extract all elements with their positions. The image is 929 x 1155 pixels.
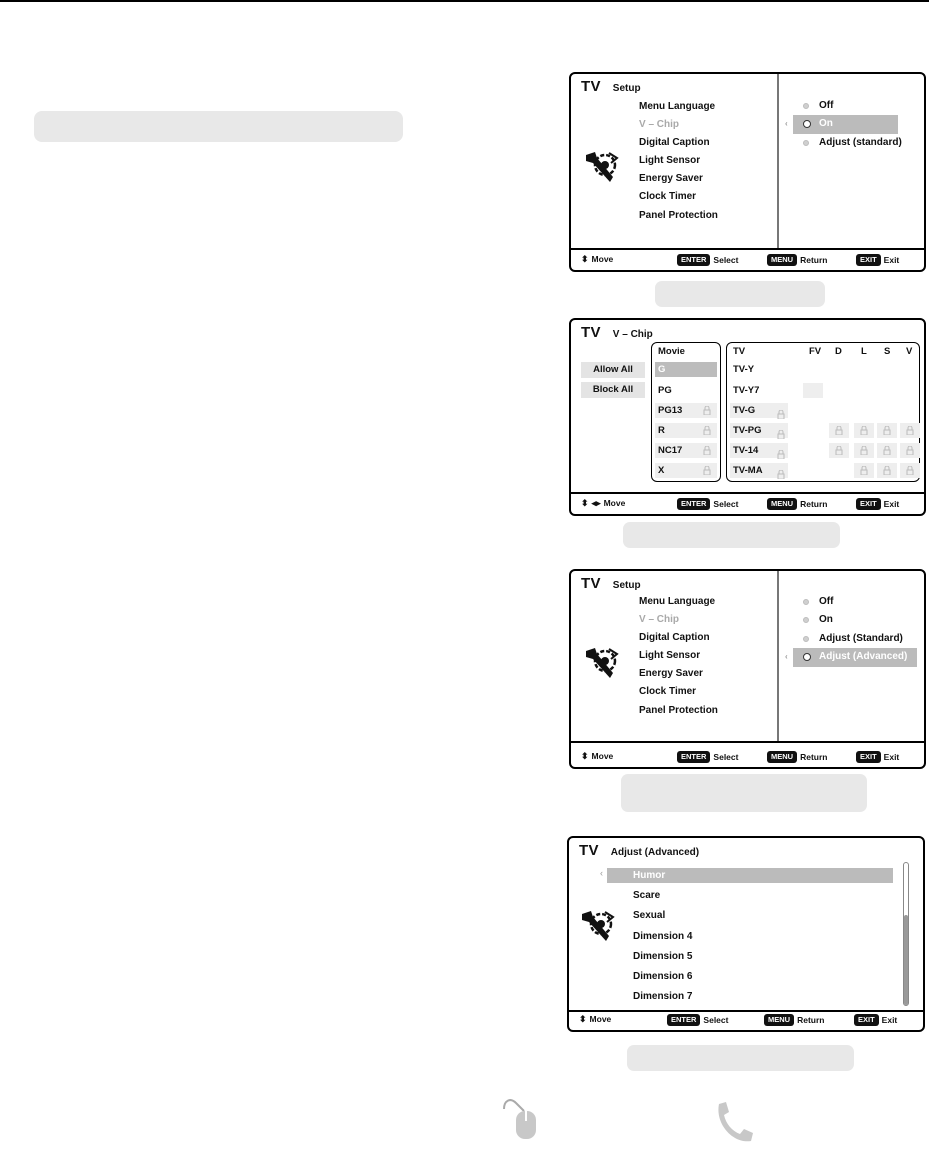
up-down-arrow-icon: ⬍ [581,497,589,508]
panel-divider [777,571,779,741]
radio-icon [803,636,809,642]
lock-icon [703,426,711,435]
screen-header [581,78,641,95]
left-caret-icon: ‹ [600,868,603,878]
caption-bar-1 [655,281,825,307]
menu-item-clock-timer[interactable]: Clock Timer [639,686,697,698]
movie-rating-x[interactable]: X [655,463,717,478]
option-adjust-standard[interactable]: Adjust (standard) [801,134,902,152]
exit-key: EXIT [856,254,881,266]
setup-screen-vchip-on [569,72,926,272]
footer-move: ⬍ Move [581,253,614,264]
exit-key: EXIT [856,751,881,763]
radio-icon [803,140,809,146]
col-l: L [861,346,867,357]
col-d: D [835,346,842,357]
tv-rating-tv-pg[interactable]: TV-PG [730,423,788,438]
footer-return: MENU Return [767,254,827,266]
lock-icon [777,426,785,444]
tv-y7-fv-cell[interactable] [803,383,823,398]
option-adjust-standard[interactable]: Adjust (Standard) [801,630,917,648]
footer-select: ENTER Select [667,1014,728,1026]
menu-item-clock-timer[interactable]: Clock Timer [639,191,697,203]
lock-cell[interactable] [854,423,874,438]
tv-logo: TV [581,78,601,95]
list-item-dimension-5[interactable]: Dimension 5 [633,950,693,962]
menu-item-menu-language[interactable]: Menu Language [639,101,716,112]
lock-icon [703,406,711,415]
lock-icon [703,466,711,475]
top-rule [0,0,929,2]
col-s: S [884,346,891,357]
advanced-list [633,866,692,1007]
menu-item-light-sensor[interactable]: Light Sensor [639,650,701,662]
radio-icon [803,103,809,109]
setup-wrench-gear-icon [583,149,621,185]
lock-cell[interactable] [854,463,874,478]
tv-logo: TV [581,575,601,592]
footer-move: ⬍ Move [579,1013,612,1024]
movie-rating-pg[interactable]: PG [658,385,672,396]
option-off[interactable]: Off [801,97,902,115]
screen-title: Adjust (Advanced) [610,847,700,858]
menu-item-panel-protection[interactable]: Panel Protection [639,704,718,716]
lock-cell[interactable] [877,443,897,458]
radio-icon [803,617,809,623]
footer-move: ⬍ ◂▸ Move [581,497,626,508]
footer-exit: EXIT Exit [854,1014,897,1026]
menu-item-v-chip[interactable]: V – Chip [639,614,680,626]
footer-exit: EXIT Exit [856,751,899,763]
screen-title: Setup [612,580,641,591]
nav-footer [571,492,924,514]
movie-rating-r[interactable]: R [655,423,717,438]
scrollbar-thumb[interactable] [904,915,908,1005]
lock-icon [777,446,785,464]
tv-header: TV [733,346,746,357]
setup-wrench-gear-icon [579,908,617,944]
footer-exit: EXIT Exit [856,254,899,266]
exit-key: EXIT [854,1014,879,1026]
menu-item-v-chip[interactable]: V – Chip [639,119,680,131]
movie-rating-g[interactable]: G [655,362,717,377]
caption-bar-3 [621,774,867,812]
adjust-advanced-screen [567,836,925,1032]
lock-cell[interactable] [900,423,920,438]
tv-rating-tv-y7[interactable]: TV-Y7 [733,385,760,396]
col-fv: FV [809,346,822,357]
section-heading-bar [34,111,403,142]
vchip-options [785,97,902,152]
enter-key: ENTER [677,751,710,763]
vchip-screen [569,318,926,516]
option-on[interactable]: On [801,611,917,629]
footer-move: ⬍ Move [581,750,614,761]
screen-header [579,842,699,859]
radio-icon [803,599,809,605]
menu-key: MENU [767,498,797,510]
option-adjust-advanced-selected[interactable]: ‹ Adjust (Advanced) [793,648,917,666]
option-on-selected[interactable]: ‹ On [793,115,898,133]
option-off[interactable]: Off [801,593,917,611]
list-item-scare[interactable]: Scare [633,890,661,902]
up-down-arrow-icon: ⬍ [581,750,589,761]
enter-key: ENTER [677,254,710,266]
screen-header [581,575,641,592]
menu-item-digital-caption[interactable]: Digital Caption [639,137,710,149]
setup-wrench-gear-icon [583,645,621,681]
menu-item-panel-protection[interactable]: Panel Protection [639,209,718,221]
radio-icon [803,653,811,661]
left-caret-icon: ‹ [785,652,788,662]
footer-select: ENTER Select [677,751,738,763]
block-all-button[interactable]: Block All [581,382,645,398]
footer-exit: EXIT Exit [856,498,899,510]
panel-divider [777,74,779,248]
list-item-dimension-6[interactable]: Dimension 6 [633,970,693,982]
list-item-humor[interactable]: Humor [633,870,666,881]
menu-key: MENU [767,254,797,266]
footer-select: ENTER Select [677,254,738,266]
setup-menu [639,98,718,225]
movie-rating-pg13[interactable]: PG13 [655,403,717,418]
scrollbar[interactable] [903,862,909,1006]
list-item-dimension-7[interactable]: Dimension 7 [633,991,693,1003]
up-down-arrow-icon: ⬍ [579,1013,587,1024]
lock-cell[interactable] [900,443,920,458]
lock-cell[interactable] [877,463,897,478]
enter-key: ENTER [677,498,710,510]
list-item-dimension-4[interactable]: Dimension 4 [633,930,693,942]
tv-rating-tv-g[interactable]: TV-G [730,403,788,418]
menu-item-energy-saver[interactable]: Energy Saver [639,173,703,185]
menu-key: MENU [767,751,797,763]
left-caret-icon: ‹ [785,119,788,129]
radio-icon [803,120,811,128]
menu-key: MENU [764,1014,794,1026]
nav-footer [569,1008,923,1030]
footer-return: MENU Return [767,751,827,763]
screen-title: V – Chip [612,329,653,340]
list-item-sexual[interactable]: Sexual [633,910,666,922]
footer-return: MENU Return [767,498,827,510]
lock-cell[interactable] [877,423,897,438]
lock-cell[interactable] [900,463,920,478]
tv-logo: TV [579,842,599,859]
footer-rule [571,741,924,743]
setup-menu [639,593,718,720]
menu-item-light-sensor[interactable]: Light Sensor [639,155,701,167]
lock-cell[interactable] [854,443,874,458]
tv-rating-tv-14[interactable]: TV-14 [730,443,788,458]
lock-cell[interactable] [829,423,849,438]
lock-icon [703,446,711,455]
screen-header [581,324,653,341]
setup-screen-adjust-advanced [569,569,926,769]
movie-rating-nc17[interactable]: NC17 [655,443,717,458]
footer-select: ENTER Select [677,498,738,510]
left-right-arrow-icon: ◂▸ [591,497,601,508]
tv-logo: TV [581,324,601,341]
mouse-icon [500,1095,540,1141]
lock-cell[interactable] [829,443,849,458]
tv-rating-tv-ma[interactable]: TV-MA [730,463,788,478]
menu-item-digital-caption[interactable]: Digital Caption [639,632,710,644]
lock-icon [777,466,785,484]
exit-key: EXIT [856,498,881,510]
menu-item-energy-saver[interactable]: Energy Saver [639,668,703,680]
nav-footer [571,248,924,270]
tv-rating-tv-y[interactable]: TV-Y [733,364,755,375]
allow-all-button[interactable]: Allow All [581,362,645,378]
menu-item-menu-language[interactable]: Menu Language [639,596,716,607]
col-v: V [906,346,913,357]
vchip-options [785,593,917,667]
nav-footer [571,745,924,767]
up-down-arrow-icon: ⬍ [581,253,589,264]
footer-return: MENU Return [764,1014,824,1026]
caption-bar-2 [623,522,840,548]
caption-bar-4 [627,1045,854,1071]
lock-icon [777,406,785,424]
enter-key: ENTER [667,1014,700,1026]
movie-header: Movie [658,346,685,357]
phone-icon [713,1100,755,1144]
screen-title: Setup [612,83,641,94]
